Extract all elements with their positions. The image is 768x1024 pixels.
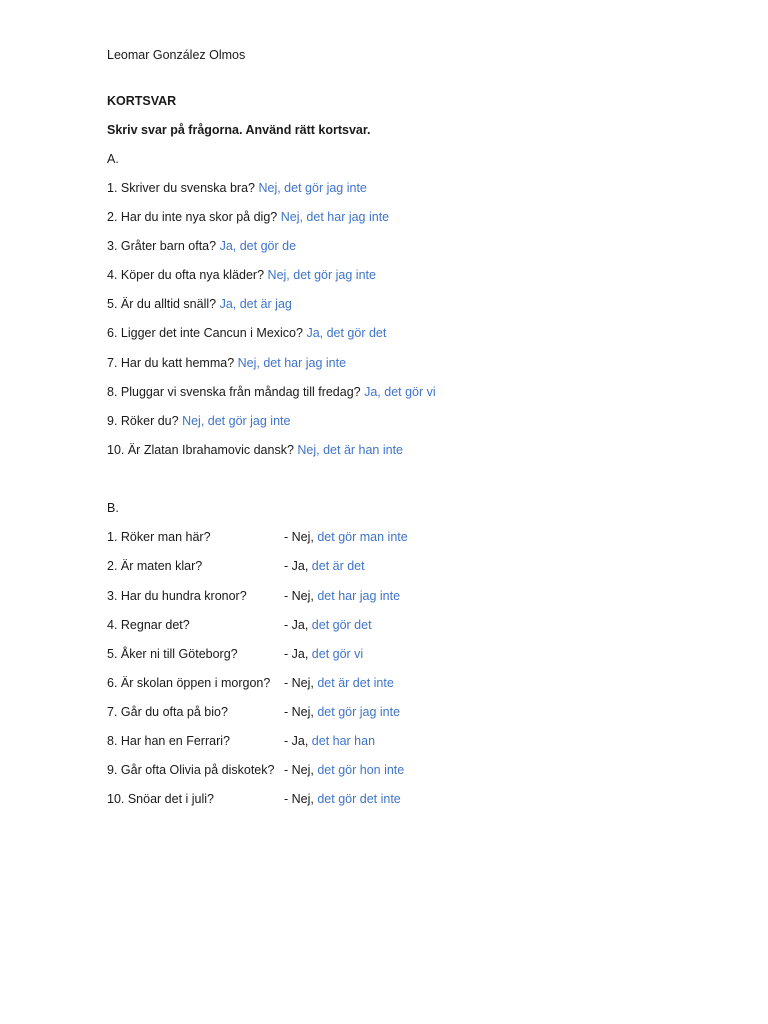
answer-text: det gör det inte <box>317 792 401 806</box>
question-text: 4. Köper du ofta nya kläder? <box>107 268 265 282</box>
section-a-item <box>107 384 436 400</box>
section-b-label: B. <box>107 501 119 515</box>
answer-text: Ja, det gör det <box>306 326 387 340</box>
answer-prefix: - Nej, <box>284 530 314 544</box>
section-b-item <box>107 646 363 662</box>
section-b-item <box>107 762 404 778</box>
section-a-item <box>107 413 290 429</box>
section-b-item <box>107 617 372 633</box>
answer-text: det är det <box>311 559 365 573</box>
answer-prefix: - Nej, <box>284 589 314 603</box>
question-text: 8. Pluggar vi svenska från måndag till fredag? <box>107 385 361 399</box>
question-text: 5. Åker ni till Göteborg? <box>107 647 238 661</box>
question-text: 3. Har du hundra kronor? <box>107 589 247 603</box>
answer-text: Ja, det gör vi <box>364 385 436 399</box>
question-text: 4. Regnar det? <box>107 618 190 632</box>
answer-text: det har han <box>311 734 376 748</box>
question-text: 6. Ligger det inte Cancun i Mexico? <box>107 326 303 340</box>
answer-text: det har jag inte <box>317 589 401 603</box>
section-b-item <box>107 675 394 691</box>
question-text: 3. Gråter barn ofta? <box>107 239 217 253</box>
answer-text: Nej, det gör jag inte <box>258 181 367 195</box>
answer-prefix: - Nej, <box>284 705 314 719</box>
section-b-item <box>107 733 375 749</box>
answer-prefix: - Nej, <box>284 676 314 690</box>
question-text: 1. Skriver du svenska bra? <box>107 181 255 195</box>
question-text: 2. Är maten klar? <box>107 559 203 573</box>
answer-prefix: - Nej, <box>284 792 314 806</box>
section-a-item <box>107 209 389 225</box>
instruction-text: Skriv svar på frågorna. Använd rätt kortsvar. <box>107 123 371 137</box>
answer-text: det gör hon inte <box>317 763 405 777</box>
question-text: 10. Är Zlatan Ibrahamovic dansk? <box>107 443 294 457</box>
answer-text: det gör det <box>311 618 372 632</box>
answer-text: Nej, det har jag inte <box>237 356 347 370</box>
document-heading: KORTSVAR <box>107 94 177 108</box>
section-a-item <box>107 267 376 283</box>
answer-text: Nej, det gör jag inte <box>267 268 376 282</box>
question-text: 9. Röker du? <box>107 414 179 428</box>
answer-text: det gör jag inte <box>317 705 401 719</box>
answer-text: Nej, det är han inte <box>297 443 404 457</box>
question-text: 8. Har han en Ferrari? <box>107 734 230 748</box>
answer-text: det gör man inte <box>317 530 408 544</box>
section-b-item <box>107 704 400 720</box>
answer-prefix: - Ja, <box>284 618 309 632</box>
question-text: 1. Röker man här? <box>107 530 211 544</box>
question-text: 5. Är du alltid snäll? <box>107 297 217 311</box>
section-a-item <box>107 325 386 341</box>
section-b-item <box>107 558 365 574</box>
answer-prefix: - Ja, <box>284 734 309 748</box>
answer-prefix: - Nej, <box>284 763 314 777</box>
section-a-item <box>107 355 346 371</box>
section-a-item <box>107 442 403 458</box>
question-text: 2. Har du inte nya skor på dig? <box>107 210 278 224</box>
answer-text: det gör vi <box>311 647 364 661</box>
question-text: 7. Går du ofta på bio? <box>107 705 228 719</box>
answer-text: Ja, det gör de <box>219 239 297 253</box>
section-a-item <box>107 180 367 196</box>
answer-text: Nej, det gör jag inte <box>182 414 291 428</box>
section-a-item <box>107 296 292 312</box>
question-text: 9. Går ofta Olivia på diskotek? <box>107 763 275 777</box>
question-text: 6. Är skolan öppen i morgon? <box>107 676 271 690</box>
answer-prefix: - Ja, <box>284 559 309 573</box>
author-name: Leomar González Olmos <box>107 48 246 62</box>
answer-prefix: - Ja, <box>284 647 309 661</box>
answer-text: det är det inte <box>317 676 394 690</box>
section-b-item <box>107 529 408 545</box>
answer-text: Ja, det är jag <box>219 297 292 311</box>
answer-text: Nej, det har jag inte <box>280 210 390 224</box>
section-b-item <box>107 791 401 807</box>
section-a-label: A. <box>107 152 119 166</box>
section-a-item <box>107 238 296 254</box>
question-text: 10. Snöar det i juli? <box>107 792 215 806</box>
question-text: 7. Har du katt hemma? <box>107 356 235 370</box>
section-b-item <box>107 588 400 604</box>
